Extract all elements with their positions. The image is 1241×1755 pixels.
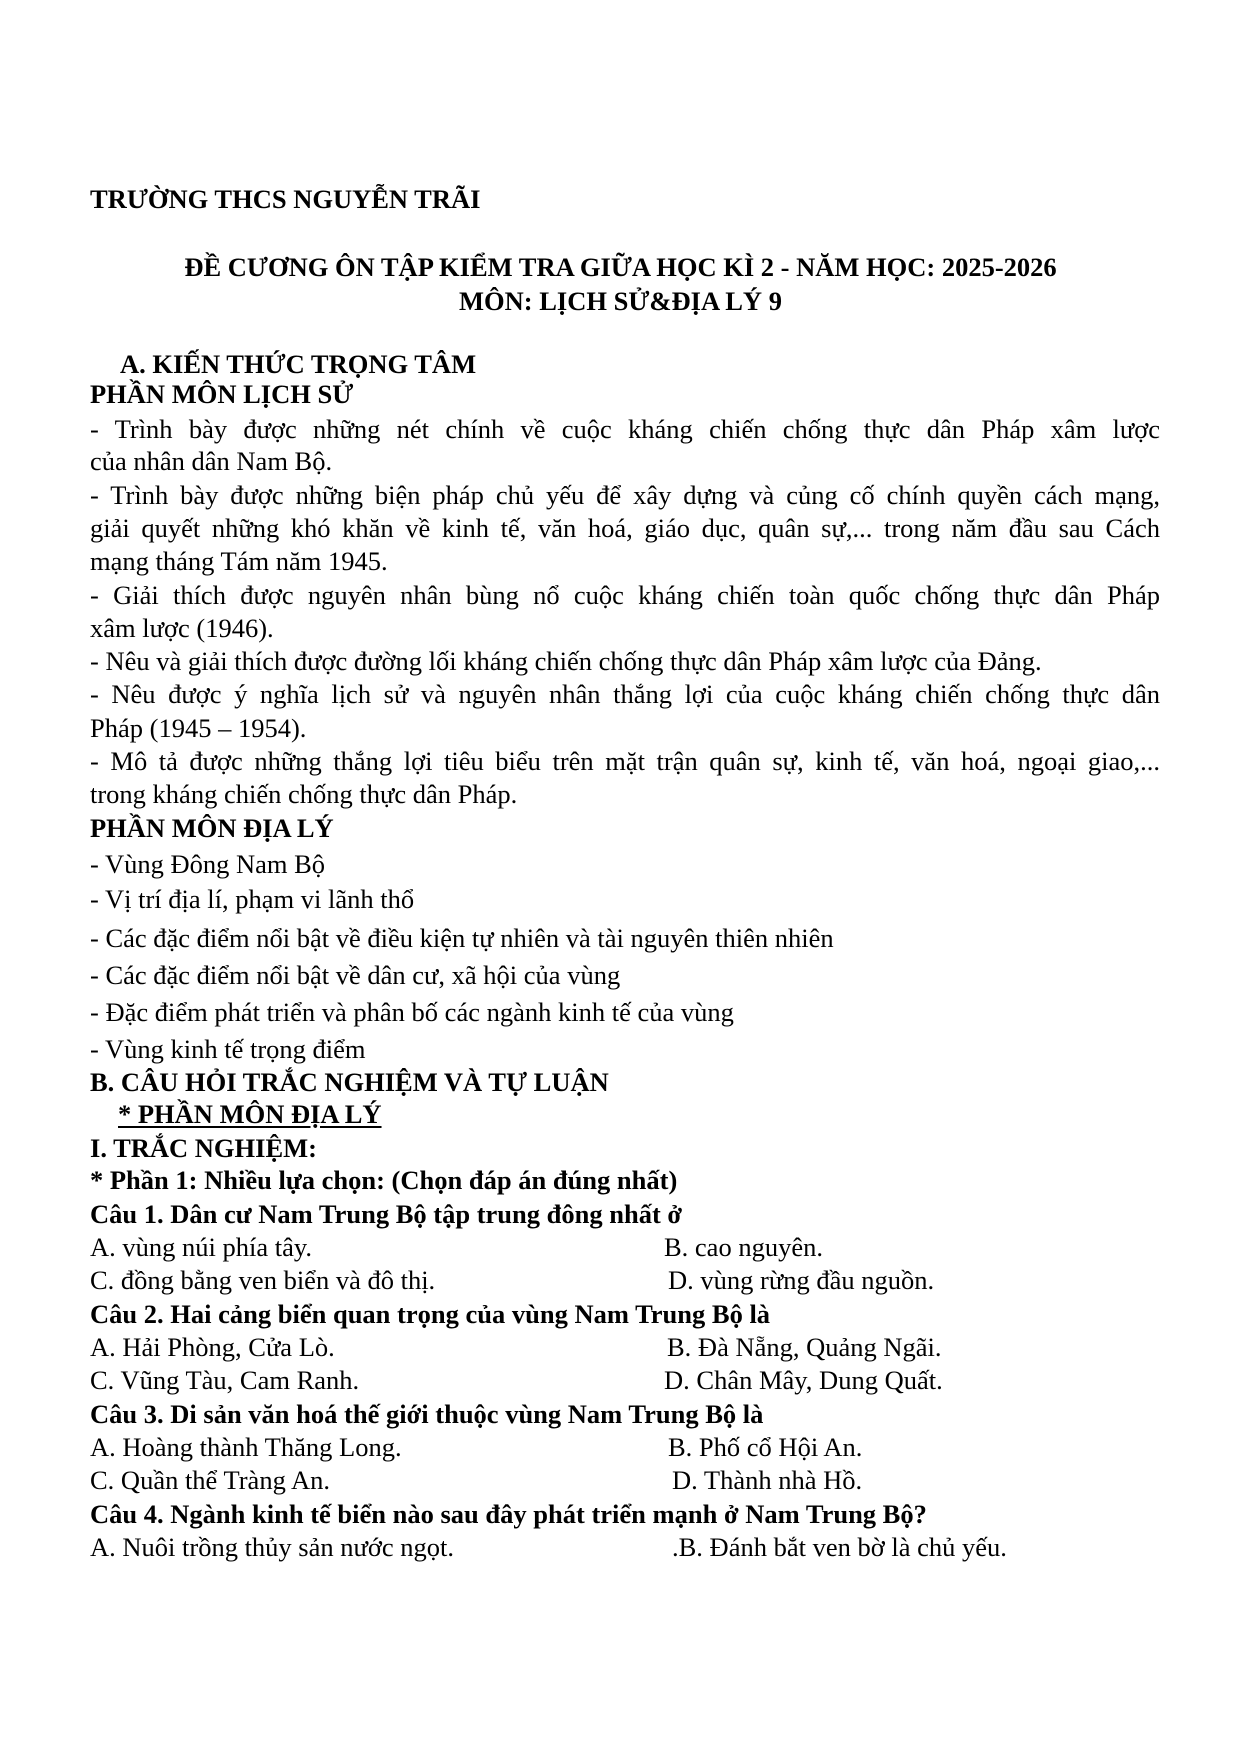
answer-option: B. Phố cổ Hội An. [668, 1432, 863, 1462]
geo-heading: PHẦN MÔN ĐỊA LÝ [90, 813, 334, 843]
question-4: Câu 4. Ngành kinh tế biển nào sau đây phát triển mạnh ở Nam Trung Bộ? [90, 1499, 927, 1529]
history-line: - Trình bày được những biện pháp chủ yếu để xây dựng và củng cố chính quyền cách mạng, [90, 480, 1160, 510]
answer-option: B. cao nguyên. [664, 1232, 823, 1262]
geo-line: - Đặc điểm phát triển và phân bố các ngành kinh tế của vùng [90, 997, 734, 1027]
history-line: xâm lược (1946). [90, 613, 274, 643]
answer-option: A. Hải Phòng, Cửa Lò. [90, 1332, 335, 1362]
part-1-heading: * Phần 1: Nhiều lựa chọn: (Chọn đáp án đúng nhất) [90, 1165, 678, 1195]
history-line: - Mô tả được những thắng lợi tiêu biểu trên mặt trận quân sự, kinh tế, văn hoá, ngoại giao,... [90, 746, 1160, 776]
geo-line: - Vị trí địa lí, phạm vi lãnh thổ [90, 884, 415, 914]
geo-line: - Các đặc điểm nổi bật về dân cư, xã hội của vùng [90, 960, 621, 990]
question-2: Câu 2. Hai cảng biển quan trọng của vùng Nam Trung Bộ là [90, 1299, 771, 1329]
answer-option: C. Quần thể Tràng An. [90, 1465, 330, 1495]
answer-option: D. vùng rừng đầu nguồn. [668, 1265, 935, 1295]
geo-part-heading: * PHẦN MÔN ĐỊA LÝ [118, 1099, 382, 1129]
question-3: Câu 3. Di sản văn hoá thế giới thuộc vùng Nam Trung Bộ là [90, 1399, 764, 1429]
answer-option: A. vùng núi phía tây. [90, 1232, 313, 1262]
history-line: của nhân dân Nam Bộ. [90, 446, 333, 476]
history-line: - Nêu được ý nghĩa lịch sử và nguyên nhân thắng lợi của cuộc kháng chiến chống thực dân [90, 679, 1160, 709]
answer-option: .B. Đánh bắt ven bờ là chủ yếu. [672, 1532, 1007, 1562]
answer-option: A. Nuôi trồng thủy sản nước ngọt. [90, 1532, 455, 1562]
answer-option: D. Chân Mây, Dung Quất. [664, 1365, 943, 1395]
history-line: - Trình bày được những nét chính về cuộc kháng chiến chống thực dân Pháp xâm lược [90, 414, 1160, 444]
history-line: trong kháng chiến chống thực dân Pháp. [90, 779, 518, 809]
answer-option: B. Đà Nẵng, Quảng Ngãi. [667, 1332, 942, 1362]
history-line: mạng tháng Tám năm 1945. [90, 546, 388, 576]
answer-option: A. Hoàng thành Thăng Long. [90, 1432, 402, 1462]
history-line: giải quyết những khó khăn về kinh tế, văn hoá, giáo dục, quân sự,... trong năm đầu sau Cách [90, 513, 1160, 543]
geo-line: - Vùng kinh tế trọng điểm [90, 1034, 366, 1064]
document-title: ĐỀ CƯƠNG ÔN TẬP KIỂM TRA GIỮA HỌC KÌ 2 - NĂM HỌC: 2025-2026 [184, 252, 1057, 282]
answer-option: C. Vũng Tàu, Cam Ranh. [90, 1365, 360, 1395]
geo-line: - Vùng Đông Nam Bộ [90, 849, 326, 879]
subject-title: MÔN: LỊCH SỬ&ĐỊA LÝ 9 [459, 286, 782, 316]
part-i-heading: I. TRẮC NGHIỆM: [90, 1133, 317, 1163]
history-line: - Giải thích được nguyên nhân bùng nổ cuộc kháng chiến toàn quốc chống thực dân Pháp [90, 580, 1160, 610]
school-name: TRƯỜNG THCS NGUYỄN TRÃI [90, 184, 481, 214]
question-1: Câu 1. Dân cư Nam Trung Bộ tập trung đông nhất ở [90, 1199, 683, 1229]
geo-line: - Các đặc điểm nổi bật về điều kiện tự nhiên và tài nguyên thiên nhiên [90, 923, 834, 953]
answer-option: D. Thành nhà Hồ. [672, 1465, 863, 1495]
section-b-heading: B. CÂU HỎI TRẮC NGHIỆM VÀ TỰ LUẬN [90, 1067, 609, 1097]
answer-option: C. đồng bằng ven biển và đô thị. [90, 1265, 436, 1295]
history-line: - Nêu và giải thích được đường lối kháng chiến chống thực dân Pháp xâm lược của Đảng. [90, 646, 1042, 676]
section-a-heading: A. KIẾN THỨC TRỌNG TÂM [120, 349, 477, 379]
history-line: Pháp (1945 – 1954). [90, 713, 307, 743]
history-heading: PHẦN MÔN LỊCH SỬ [90, 379, 354, 409]
